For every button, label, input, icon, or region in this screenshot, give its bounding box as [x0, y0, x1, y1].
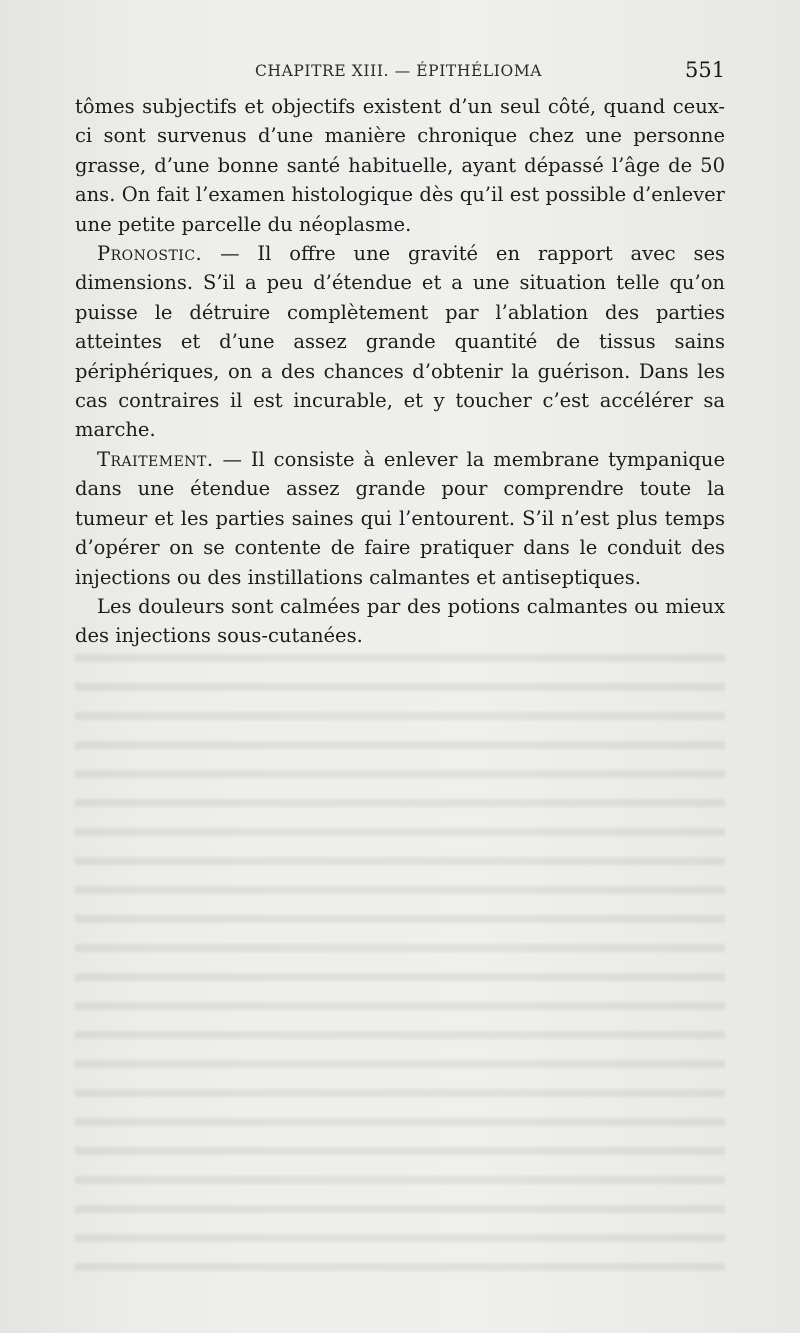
paragraph-traitement [75, 445, 725, 592]
pronostic-text: — Il offre une gravité en rapport avec ses dimensions. S’il a peu d’étendue et a une situation telle qu’on puisse le détruire complètement par l’ablation des parties atteintes et d’une assez grande quantité de tissus sains périphériques, on a des chances d’obtenir la guérison. Dans les cas contraires il est incurable, et y toucher c’est accélérer sa marche. [75, 242, 725, 442]
paragraph-douleurs: Les douleurs sont calmées par des potions calmantes ou mieux des injections sous-cutanées. [75, 594, 725, 648]
running-title: CHAPITRE XIII. — ÉPITHÉLIOMA [255, 62, 543, 80]
page-number: 551 [685, 58, 726, 82]
paragraph-continuation: tômes subjectifs et objectifs existent d’un seul côté, quand ceux-ci sont survenus d’une manière chronique chez une personne grasse, d’une bonne santé habituelle, ayant dépassé l’âge de 50 ans. On fait l’examen histologique dès qu’il est possible d’enlever une petite parcelle du néoplasme. [75, 95, 725, 236]
bleed-through-texture [75, 640, 725, 1280]
page-header [0, 58, 800, 88]
section-label-traitement: Traitement. [97, 447, 214, 471]
body-text [75, 92, 725, 651]
traitement-text: — Il consiste à enlever la membrane tympanique dans une étendue assez grande pour comprendre toute la tumeur et les parties saines qui l’entourent. S’il n’est plus temps d’opérer on se contente de faire pratiquer dans le conduit des injections ou des instillations calmantes et antiseptiques. [75, 447, 725, 589]
section-label-pronostic: Pronostic. [97, 242, 203, 266]
paragraph-pronostic [75, 239, 725, 445]
